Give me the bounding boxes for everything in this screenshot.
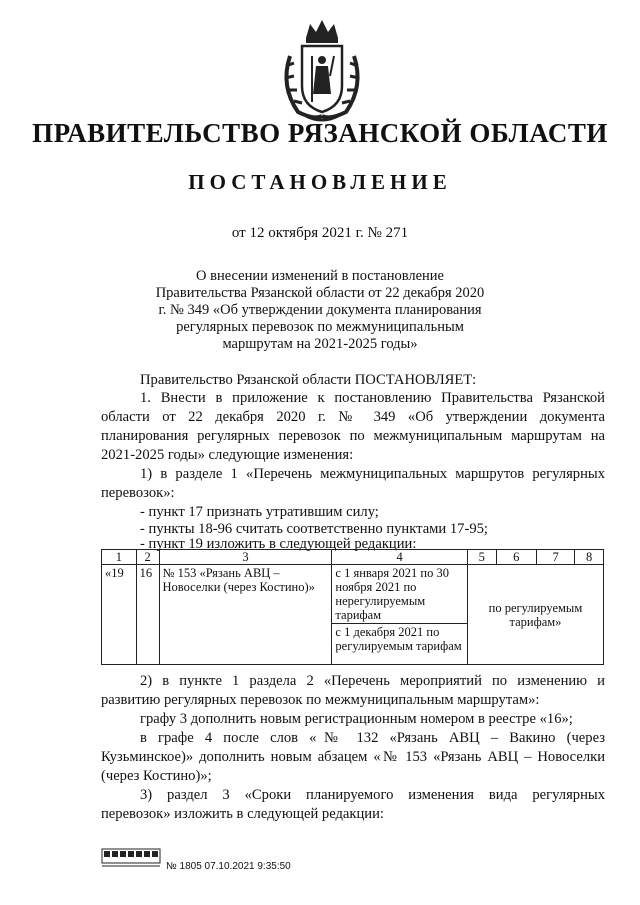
table-cell-reg-number: 16 [136, 565, 159, 665]
table-header-cell: 7 [536, 550, 574, 565]
table-row [102, 565, 604, 624]
table-header-cell: 5 [467, 550, 496, 565]
paragraph-5-line-1: в графе 4 после слов «№ 132 «Рязань АВЦ – Вакино (через [140, 730, 605, 746]
paragraph-1-line-4: 2021-2025 годы» следующие изменения: [101, 447, 354, 463]
decree-subject: О внесении изменений в постановление Правительства Рязанской области от 22 декабря 2020 г. № 349 «Об утверждении документа планирования регулярных перевозок по межмуниципальным маршрутам на 2021-2025 годы» [155, 268, 485, 352]
routes-table [101, 549, 604, 665]
paragraph-4: графу 3 дополнить новым регистрационным номером в реестре «16»; [140, 711, 573, 727]
table-cell-route: № 153 «Рязань АВЦ – Новоселки (через Костино)» [159, 565, 332, 665]
dash-item-3: - пункт 19 изложить в следующей редакции: [140, 536, 417, 552]
table-cell-number: «19 [102, 565, 137, 665]
paragraph-5-line-2: Кузьминское)» дополнить новым абзацем «№ 153 «Рязань АВЦ – Новоселки [101, 749, 605, 765]
intro-paragraph: Правительство Рязанской области ПОСТАНОВЛЯЕТ: [140, 372, 477, 388]
paragraph-2-line-2: перевозок»: [101, 485, 175, 501]
date-number: от 12 октября 2021 г. № 271 [231, 225, 409, 241]
table-header-row [102, 550, 604, 565]
table-header-cell: 8 [575, 550, 604, 565]
document-type: ПОСТАНОВЛЕНИЕ [188, 170, 452, 194]
table-header-cell: 1 [102, 550, 137, 565]
office-logo [100, 843, 162, 869]
paragraph-2-line-1: 1) в разделе 1 «Перечень межмуниципальных маршрутов регулярных [140, 466, 605, 482]
dash-item-2: - пункты 18-96 считать соответственно пунктами 17-95; [140, 521, 488, 537]
paragraph-5-line-3: (через Костино)»; [101, 768, 212, 784]
paragraph-3-line-1: 2) в пункте 1 раздела 2 «Перечень мероприятий по изменению и [140, 673, 605, 689]
table-cell-period-2: с 1 декабря 2021 по регулируемым тарифам [332, 624, 468, 665]
paragraph-1-line-1: 1. Внести в приложение к постановлению Правительства Рязанской [140, 390, 605, 406]
dash-item-1: - пункт 17 признать утратившим силу; [140, 504, 379, 520]
paragraph-6-line-1: 3) раздел 3 «Сроки планируемого изменения вида регулярных [140, 787, 605, 803]
table-cell-tariff: по регулируемым тарифам» [467, 565, 603, 665]
government-title: ПРАВИТЕЛЬСТВО РЯЗАНСКОЙ ОБЛАСТИ [32, 118, 608, 148]
table-header-cell: 4 [332, 550, 468, 565]
paragraph-6-line-2: перевозок» изложить в следующей редакции: [101, 806, 384, 822]
registration-stamp: № 1805 07.10.2021 9:35:50 [166, 861, 291, 872]
table-header-cell: 2 [136, 550, 159, 565]
table-cell-period-1: с 1 января 2021 по 30 ноября 2021 по нерегулируемым тарифам [332, 565, 468, 624]
table-header-cell: 3 [159, 550, 332, 565]
coat-of-arms-emblem [276, 16, 368, 124]
paragraph-3-line-2: развитию регулярных перевозок по межмуниципальным маршрутам»: [101, 692, 540, 708]
paragraph-1-line-3: планирования регулярных перевозок по межмуниципальным маршрутам на [101, 428, 605, 444]
paragraph-1-line-2: области от 22 декабря 2020 г. № 349 «Об утверждении документа [101, 409, 605, 425]
table-header-cell: 6 [496, 550, 536, 565]
